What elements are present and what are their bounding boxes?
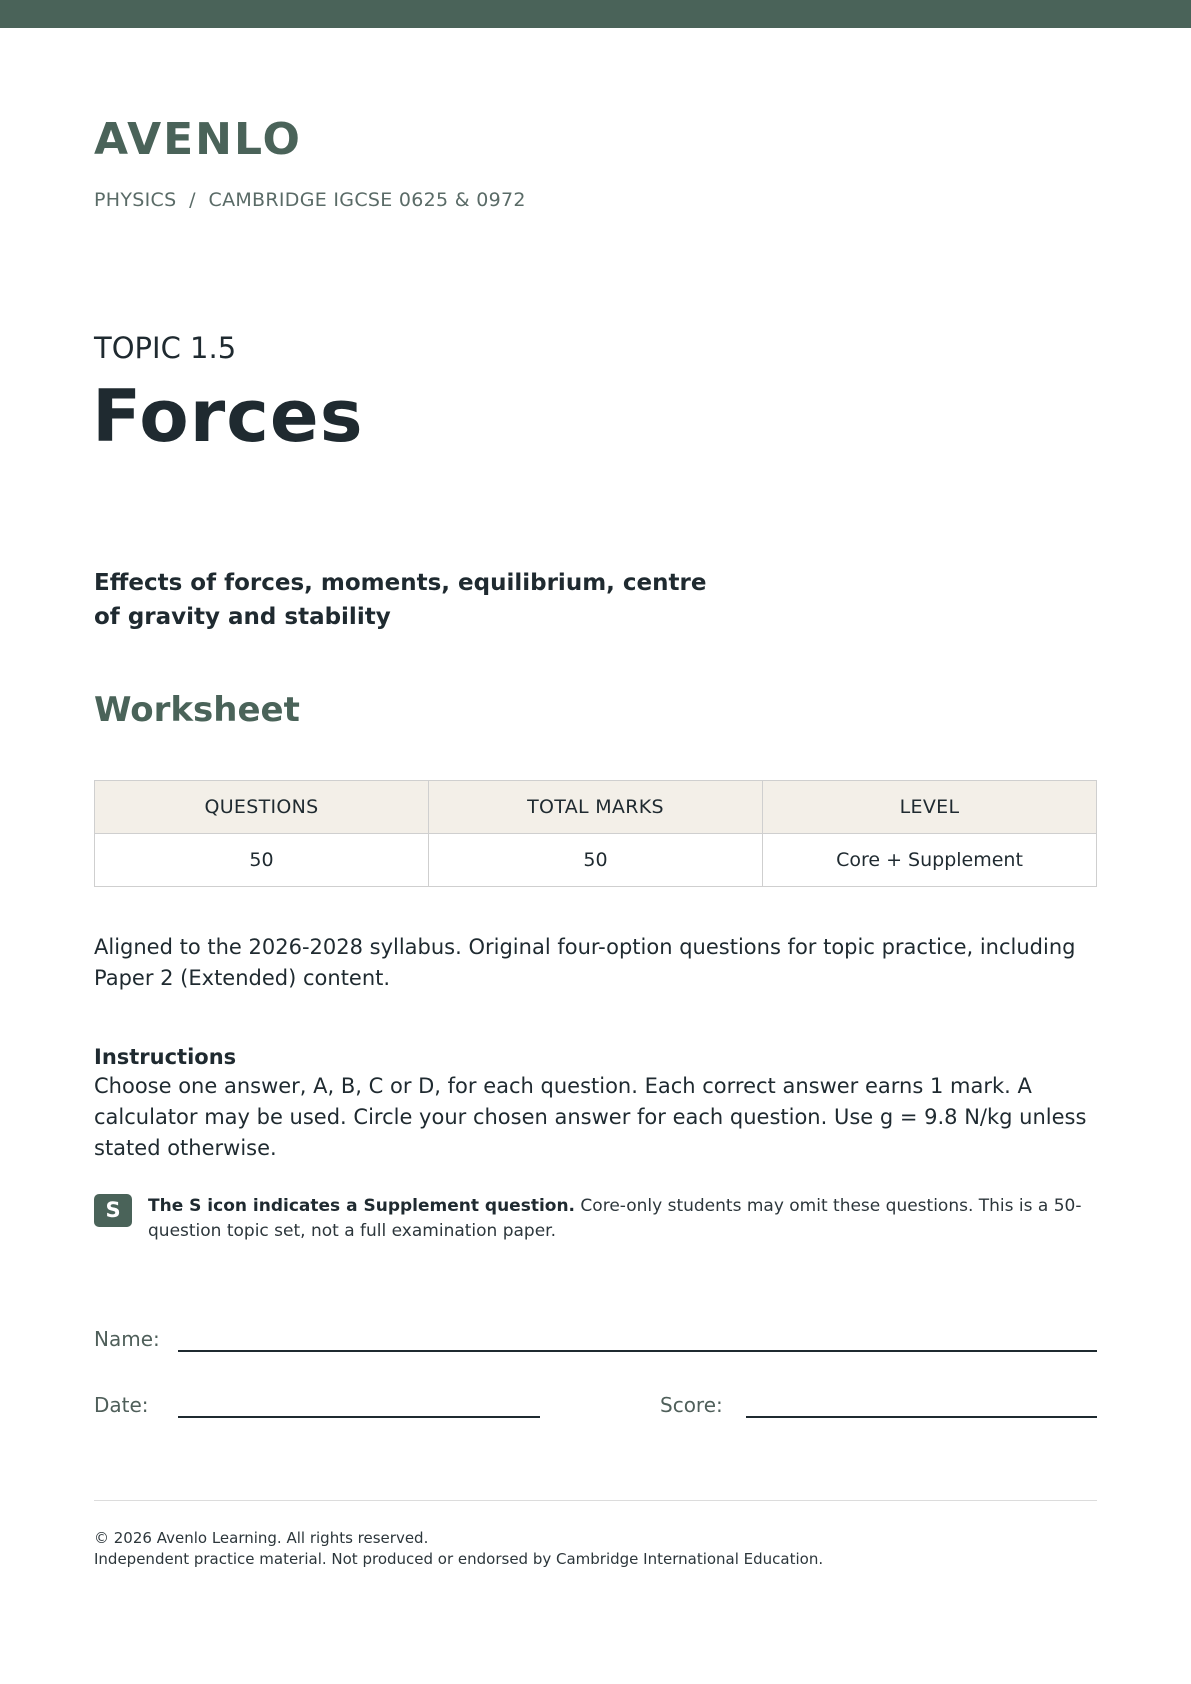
- header-questions: QUESTIONS: [95, 781, 429, 834]
- date-field[interactable]: [178, 1416, 540, 1418]
- name-field[interactable]: [178, 1350, 1097, 1352]
- footer-divider: [94, 1500, 1097, 1501]
- supplement-note: [148, 1194, 1093, 1244]
- instructions-heading: Instructions: [94, 1045, 237, 1069]
- footer-copyright: © 2026 Avenlo Learning. All rights reserved.: [94, 1529, 429, 1547]
- top-accent-bar: [0, 0, 1191, 28]
- brand-logo: AVENLO: [94, 114, 302, 165]
- intro-text: Aligned to the 2026-2028 syllabus. Original four-option questions for topic practice, including Paper 2 (Extended) content.: [94, 935, 1076, 990]
- supplement-note-text: Core-only students may omit these questions. This is a 50-question topic set, not a full examination paper.: [148, 1196, 1082, 1241]
- score-label: Score:: [660, 1393, 723, 1417]
- summary-value-row: [95, 834, 1097, 887]
- document-type: Worksheet: [94, 690, 300, 730]
- supplement-badge-icon: S: [94, 1194, 132, 1227]
- summary-table: [94, 780, 1097, 887]
- name-label: Name:: [94, 1327, 160, 1351]
- score-field[interactable]: [746, 1416, 1097, 1418]
- instructions-body: Choose one answer, A, B, C or D, for each question. Each correct answer earns 1 mark. A calculator may be used. Circle your chosen answer for each question. Use g = 9.8 N/kg unless stated otherwise.: [94, 1074, 1087, 1160]
- value-total-marks: 50: [429, 834, 763, 887]
- topic-label: TOPIC 1.5: [94, 331, 237, 365]
- value-questions: 50: [95, 834, 429, 887]
- value-level: Core + Supplement: [763, 834, 1097, 887]
- header-level: LEVEL: [763, 781, 1097, 834]
- date-label: Date:: [94, 1393, 149, 1417]
- topic-description: Effects of forces, moments, equilibrium, centre of gravity and stability: [94, 570, 707, 630]
- subject-line: PHYSICS / CAMBRIDGE IGCSE 0625 & 0972: [94, 189, 526, 211]
- page-title: Forces: [92, 374, 364, 458]
- footer-disclaimer: Independent practice material. Not produced or endorsed by Cambridge International Education.: [94, 1550, 824, 1568]
- header-total-marks: TOTAL MARKS: [429, 781, 763, 834]
- supplement-note-bold: The S icon indicates a Supplement question.: [148, 1196, 576, 1216]
- summary-header-row: [95, 781, 1097, 834]
